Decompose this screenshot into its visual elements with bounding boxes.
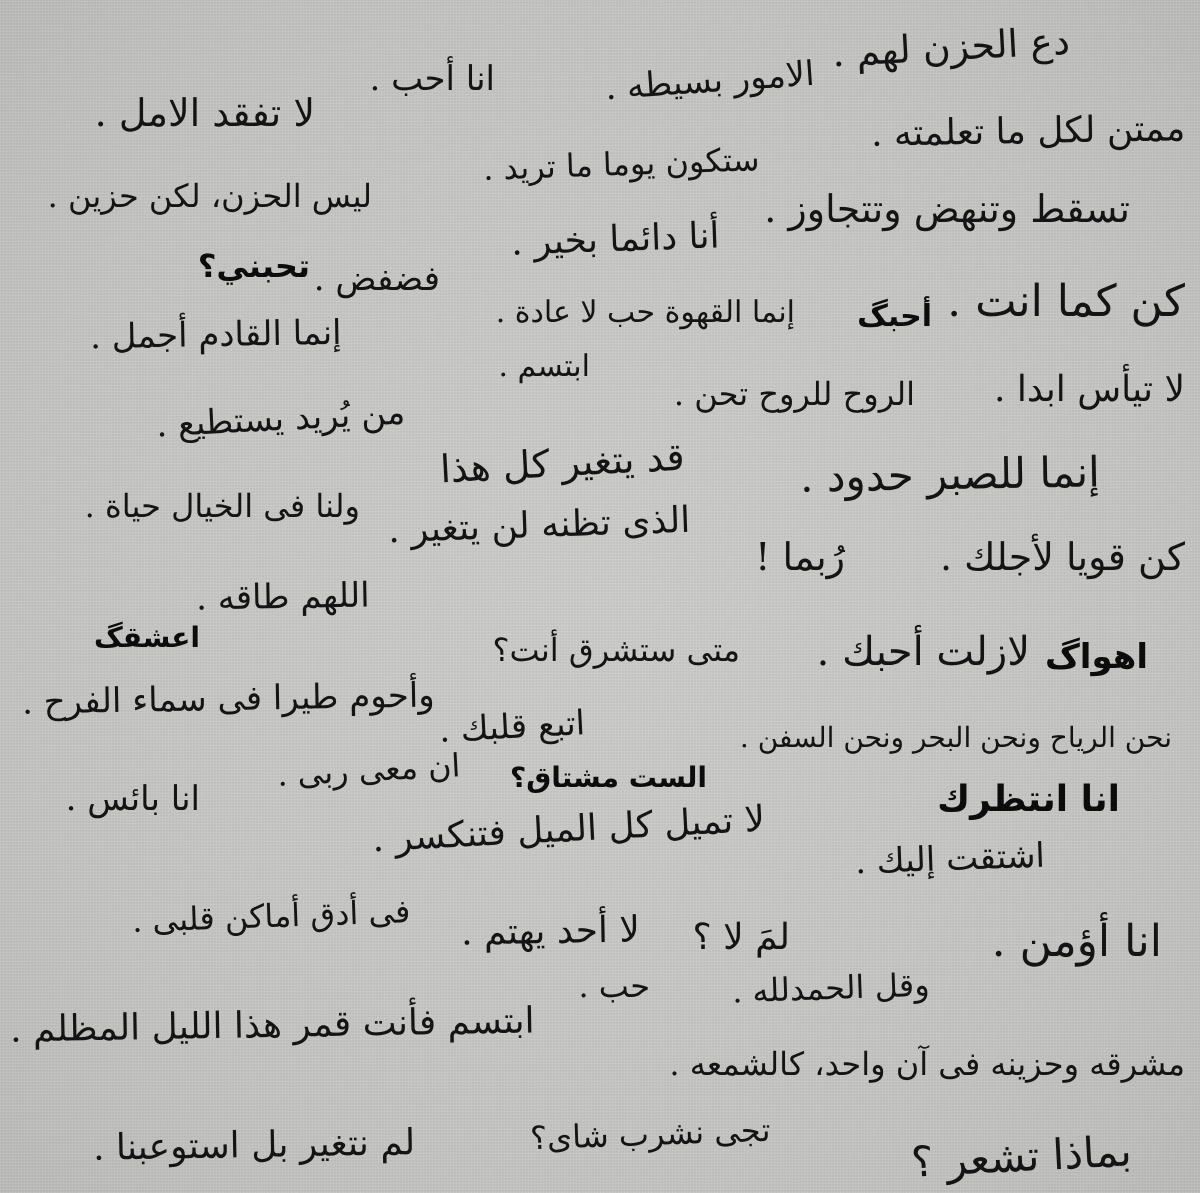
phrase-kun-kama-ant: كن كما انت . — [947, 276, 1185, 327]
phrase-ana-bais: انا بائس . — [65, 779, 200, 819]
phrase-alast-mushtaq: الست مشتاق؟ — [509, 761, 707, 794]
phrase-allahumma: اللهم طاقه . — [195, 575, 371, 619]
phrase-la-tayas: لا تيأس ابدا . — [993, 369, 1185, 410]
phrase-waqul: وقل الحمدلله . — [731, 965, 931, 1011]
phrase-taji-nashrab: تجى نشرب شاى؟ — [529, 1110, 771, 1158]
phrase-la-ahad: لا أحد يهتم . — [460, 909, 641, 954]
phrase-hubb: حب . — [578, 967, 650, 1005]
phrase-laysa-alhuzn: ليس الحزن، لكن حزين . — [47, 177, 372, 215]
phrase-innama-alqahwa: إنما القهوة حب لا عادة . — [495, 295, 795, 330]
phrase-man-yurid: من يُريد يستطيع . — [154, 392, 406, 446]
phrase-uhibbuk: أحبگ — [857, 299, 932, 334]
phrase-fi-adaq: فى أدق أماكن قلبى . — [131, 892, 411, 940]
phrase-la-tafqid-alamal: لا تفقد الامل . — [94, 91, 315, 135]
phrase-lam-nataghayyar: لم نتغير بل استوعبنا . — [92, 1122, 416, 1169]
phrase-ana-daiman: أنا دائما بخير . — [510, 215, 721, 264]
phrase-tasqut: تسقط وتنهض وتتجاوز . — [764, 187, 1130, 231]
phrase-aashaqak: اعشقگ — [93, 621, 200, 654]
phrase-ahwak: اهواگ — [1044, 637, 1148, 677]
phrase-mata-satashruq: متى ستشرق أنت؟ — [492, 631, 740, 669]
phrase-mushriqa: مشرقه وحزينه فى آن واحد، كالشمعه . — [669, 1045, 1185, 1083]
phrase-mumtan: ممتن لكل ما تعلمته . — [870, 108, 1186, 155]
phrase-da-alhuzn: دع الحزن لهم . — [831, 18, 1071, 76]
phrase-walana: ولنا فى الخيال حياة . — [84, 487, 360, 525]
phrase-la-tamil: لا تميل كل الميل فتنكسر . — [370, 798, 766, 861]
phrase-satakun: ستكون يوما ما تريد . — [482, 140, 761, 188]
phrase-innama-lilsabr: إنما للصبر حدود . — [799, 447, 1101, 502]
phrase-ibtasim: ابتسم . — [498, 349, 590, 384]
phrase-ana-antazirak: انا انتظرك — [937, 779, 1120, 820]
phrase-qad-yataghayyar: قد يتغير كل هذا — [439, 434, 686, 492]
phrase-lima-la: لمَ لا ؟ — [692, 917, 790, 958]
phrase-ittabi-qalbak: اتبع قلبك . — [437, 703, 586, 751]
phrase-ana-uhib: انا أحب . — [369, 59, 495, 99]
phrase-kun-qawiyyan: كن قويا لأجلك . — [939, 535, 1185, 579]
phrase-rubbama: رُبما ! — [755, 535, 845, 579]
phrase-tuhibbuni: تحبني؟ — [197, 247, 310, 285]
phrase-ibtasim-faanta: ابتسم فأنت قمر هذا الليل المظلم . — [10, 1000, 536, 1051]
phrase-alladhi: الذى تظنه لن يتغير . — [387, 499, 691, 552]
phrase-lazilt-uhibbuk: لازلت أحبك . — [816, 629, 1030, 675]
phrase-nahnu-alriyah: نحن الرياح ونحن البحر ونحن السفن . — [739, 721, 1172, 754]
phrase-inna-maai: ان معى ربى . — [275, 746, 461, 794]
phrase-bimadha: بماذا تشعر ؟ — [910, 1126, 1134, 1187]
phrase-wa-ahum: وأحوم طيرا فى سماء الفرح . — [22, 675, 436, 723]
phrase-alumur-basita: الامور بسيطه . — [604, 53, 817, 109]
phrase-alruh: الروح للروح تحن . — [673, 375, 915, 413]
phrase-fadfid: فضفض . — [313, 259, 440, 299]
phrase-ana-umin: انا أؤمن . — [991, 916, 1162, 967]
phrase-ishtaqtu: اشتقت إليك . — [854, 835, 1046, 883]
phrase-innama-alqadim: إنما القادم أجمل . — [90, 312, 343, 358]
